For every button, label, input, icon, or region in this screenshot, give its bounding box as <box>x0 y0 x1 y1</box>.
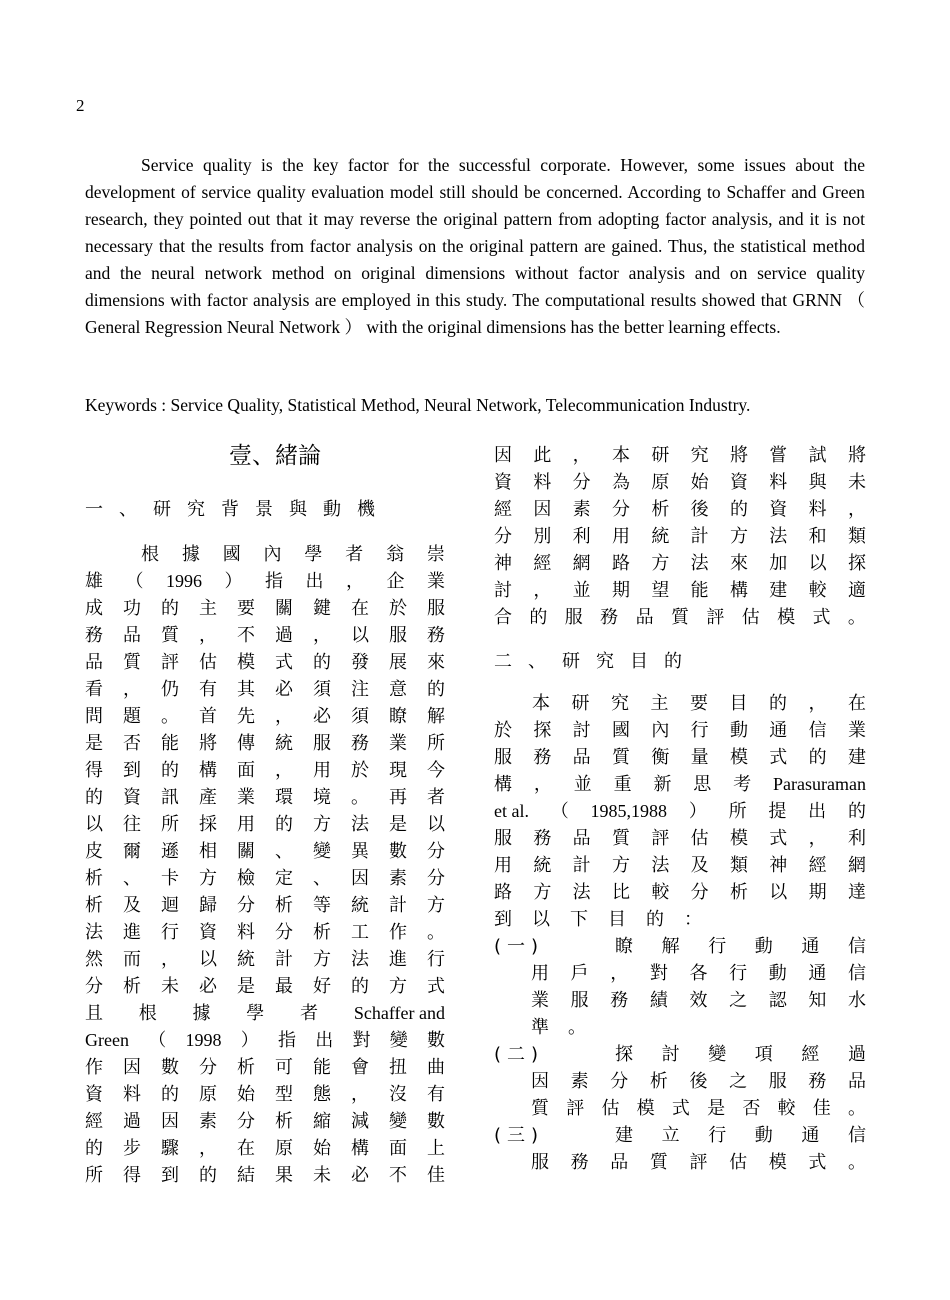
objective-marker: (三) <box>494 1125 545 1146</box>
section-heading-background: 一、研究背景與動機 <box>85 499 391 520</box>
text-line: 神 經 網 路 方 法 來 加 以 探 <box>494 553 866 574</box>
page-number: 2 <box>76 96 85 115</box>
text-line: 因 此 ， 本 研 究 將 嘗 試 將 <box>494 445 866 466</box>
purpose-paragraph <box>494 690 866 933</box>
text-line: 的 步 驟 ， 在 原 始 構 面 上 <box>85 1138 445 1159</box>
text-line: 構 ， 並 重 新 思 考 Parasuraman <box>494 774 866 795</box>
section-heading-purpose: 二、研究目的 <box>494 651 698 672</box>
text-line: 且 根 據 學 者 Schaffer and <box>85 1003 445 1024</box>
objective-item <box>494 1122 866 1176</box>
text-line: 問 題 。 首 先 ， 必 須 瞭 解 <box>85 706 445 727</box>
text-line: 本 研 究 主 要 目 的 ， 在 <box>532 693 866 714</box>
text-line: 析 及 迴 歸 分 析 等 統 計 方 <box>85 895 445 916</box>
text-line: 到 以 下 目 的 ： <box>494 909 702 930</box>
text-line: 準 。 <box>531 1017 586 1038</box>
text-line: Green （ 1998 ） 指 出 對 變 數 <box>85 1030 445 1051</box>
text-line: 質 評 估 模 式 是 否 較 佳 。 <box>531 1098 866 1119</box>
text-line: 因 素 分 析 後 之 服 務 品 <box>531 1071 866 1092</box>
text-line: 的 資 訊 產 業 環 境 。 再 者 <box>85 787 445 808</box>
text-line: 資 料 分 為 原 始 資 料 與 未 <box>494 472 866 493</box>
objective-text <box>494 1122 866 1176</box>
objective-marker: (二) <box>494 1044 545 1065</box>
text-line: et al. （ 1985,1988 ） 所 提 出 的 <box>494 801 866 822</box>
left-column <box>85 438 445 1189</box>
text-line: 是 否 能 將 傳 統 服 務 業 所 <box>85 733 445 754</box>
objective-item <box>494 1041 866 1122</box>
text-line: 服 務 品 質 衡 量 模 式 的 建 <box>494 747 866 768</box>
text-line: 然 而 ， 以 統 計 方 法 進 行 <box>85 949 445 970</box>
text-line: 於 探 討 國 內 行 動 通 信 業 <box>494 720 866 741</box>
text-line: 皮 爾 遜 相 關 、 變 異 數 分 <box>85 841 445 862</box>
text-line: 建 立 行 動 通 信 <box>615 1125 866 1146</box>
text-line: 品 質 評 估 模 式 的 發 展 來 <box>85 652 445 673</box>
text-line: 探 討 變 項 經 過 <box>615 1044 866 1065</box>
text-line: 分 別 利 用 統 計 方 法 和 類 <box>494 526 866 547</box>
text-line: 資 料 的 原 始 型 態 ， 沒 有 <box>85 1084 445 1105</box>
chapter-title: 壹、緒論 <box>229 443 321 469</box>
right-column <box>494 442 866 1176</box>
text-line: 瞭 解 行 動 通 信 <box>615 936 866 957</box>
keywords-line: Keywords : Service Quality, Statistical Method, Neural Network, Telecommunication Industry. <box>85 395 751 415</box>
text-line: 務 品 質 ， 不 過 ， 以 服 務 <box>85 625 445 646</box>
text-line: 經 過 因 素 分 析 縮 減 變 數 <box>85 1111 445 1132</box>
text-line: 經 因 素 分 析 後 的 資 料 ， <box>494 499 866 520</box>
objective-text <box>494 1041 866 1122</box>
text-line: 服 務 品 質 評 估 模 式 ， 利 <box>494 828 866 849</box>
background-paragraph <box>85 541 445 1189</box>
text-line: 路 方 法 比 較 分 析 以 期 達 <box>494 882 866 903</box>
text-line: 討 ， 並 期 望 能 構 建 較 適 <box>494 580 866 601</box>
text-line: 雄 （ 1996 ） 指 出 ， 企 業 <box>85 571 445 592</box>
text-line: 所 得 到 的 結 果 未 必 不 佳 <box>85 1165 445 1186</box>
text-line: 合 的 服 務 品 質 評 估 模 式 。 <box>494 607 866 628</box>
text-line: 業 服 務 績 效 之 認 知 水 <box>531 990 866 1011</box>
text-line: 得 到 的 構 面 ， 用 於 現 今 <box>85 760 445 781</box>
text-line: 成 功 的 主 要 關 鍵 在 於 服 <box>85 598 445 619</box>
text-line: 分 析 未 必 是 最 好 的 方 式 <box>85 976 445 997</box>
text-line: 法 進 行 資 料 分 析 工 作 。 <box>85 922 445 943</box>
text-line: 以 往 所 採 用 的 方 法 是 以 <box>85 814 445 835</box>
continuation-paragraph <box>494 442 866 631</box>
abstract-text: Service quality is the key factor for the successful corporate. However, some issues about the development of service quality evaluation model still should be concerned. According to Schaffer and Green research, they pointed out that it may reverse the original pattern from adopting factor analysis, and it is not necessary that the results from factor analysis on the original pattern are gained. Thus, the statistical method and the neural network method on original dimensions without factor analysis and on service quality dimensions with factor analysis are employed in this study. The computational results showed that GRNN （ General Regression Neural Network ） with the original dimensions has the better learning effects. <box>85 155 865 337</box>
objective-item <box>494 933 866 1041</box>
objective-marker: (一) <box>494 936 545 957</box>
text-line: 用 戶 ， 對 各 行 動 通 信 <box>531 963 866 984</box>
objective-text <box>494 933 866 1041</box>
text-line: 析 、 卡 方 檢 定 、 因 素 分 <box>85 868 445 889</box>
abstract-paragraph <box>85 152 865 341</box>
text-line: 看 ， 仍 有 其 必 須 注 意 的 <box>85 679 445 700</box>
text-line: 作 因 數 分 析 可 能 會 扭 曲 <box>85 1057 445 1078</box>
objectives-list <box>494 933 866 1176</box>
text-line: 服 務 品 質 評 估 模 式 。 <box>531 1152 866 1173</box>
text-line: 根 據 國 內 學 者 翁 崇 <box>141 544 445 565</box>
text-line: 用 統 計 方 法 及 類 神 經 網 <box>494 855 866 876</box>
